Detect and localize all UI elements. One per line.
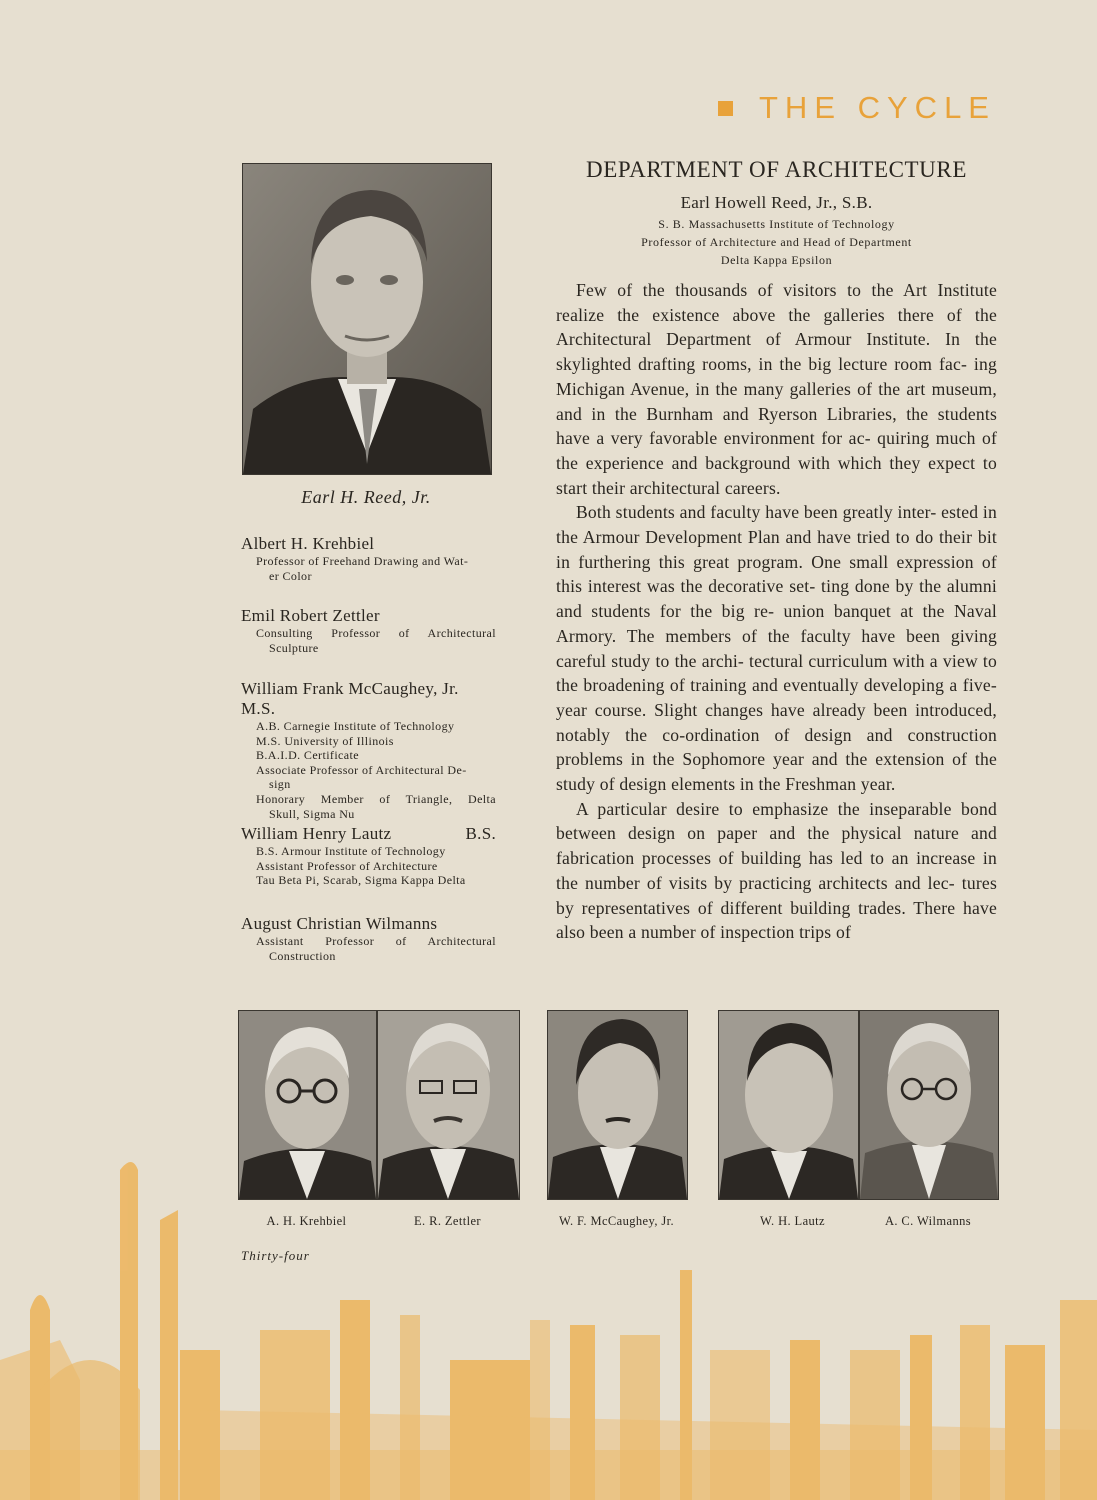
article-body (556, 278, 997, 945)
department-head-name: Earl Howell Reed, Jr., S.B. (680, 193, 873, 212)
faculty-entry-mccaughey (241, 679, 496, 821)
faculty-entry-krehbiel (241, 534, 496, 583)
faculty-line: sign (269, 777, 291, 792)
faculty-line: B.A.I.D. Certificate (256, 748, 359, 763)
faculty-degree: B.S. (465, 824, 496, 843)
faculty-line: Honorary Member of Triangle, Delta (256, 791, 496, 806)
portrait-caption: E. R. Zettler (414, 1214, 481, 1228)
running-header (718, 88, 1008, 128)
faculty-line: B.S. Armour Institute of Technology (256, 844, 446, 858)
portrait-earl-reed (242, 163, 492, 475)
faculty-line: Assistant Professor of Architecture (256, 858, 438, 873)
faculty-line: Skull, Sigma Nu (269, 806, 355, 821)
paragraph: Both students and faculty have been greatly inter- ested in the Armour Development Plan and have tried to do their bit in furthering this great program. One small expression of this interest was the decorative set- ting done by the alumni and students for the big re- union banquet at the Naval Armory. The members of the faculty have been giving careful study to the archi- tectural curriculum with a view to the broadening of training and eventually developing a five-year course. Slight changes have already been introduced, notably the co-ordination of design and construction problems in the Sophomore year and the extension of the study of design elements in the Freshman year. (556, 502, 997, 795)
portrait-caption: A. H. Krehbiel (266, 1214, 347, 1228)
faculty-line: Sculpture (269, 640, 319, 655)
department-head-degree: S. B. Massachusetts Institute of Technology (658, 217, 895, 231)
header-title: THE CYCLE (759, 90, 996, 125)
portrait-caption: A. C. Wilmanns (884, 1214, 972, 1228)
faculty-line: Associate Professor of Architectural De- (256, 762, 467, 777)
faculty-line: Tau Beta Pi, Scarab, Sigma Kappa Delta (256, 873, 466, 888)
paragraph: Few of the thousands of visitors to the Art Institute realize the existence above the galleries there of the Architectural Department of Armour Institute. In the skylighted drafting rooms, in the big lecture room fac- ing Michigan Avenue, in the many galleries of the art museum, and in the Burnham and Ryerson Libraries, the students have a very favorable environment for ac- quiring much of the experience and background with which they expect to start their architectural careers. (556, 280, 997, 498)
skyline-illustration (0, 1150, 1097, 1500)
faculty-line: Consulting Professor of Architectural (256, 626, 496, 640)
faculty-line: er Color (269, 568, 312, 583)
main-portrait-caption: Earl H. Reed, Jr. (301, 487, 431, 507)
department-head-title: Professor of Architecture and Head of Department (641, 235, 912, 249)
faculty-name: Emil Robert Zettler (241, 606, 380, 625)
faculty-name: William Henry Lautz (241, 824, 392, 843)
faculty-name: William Frank McCaughey, Jr. M.S. (241, 679, 459, 718)
faculty-line: Professor of Freehand Drawing and Wat- (256, 554, 469, 568)
faculty-line: Construction (269, 948, 336, 963)
faculty-name: August Christian Wilmanns (241, 914, 438, 933)
faculty-name: Albert H. Krehbiel (241, 534, 375, 553)
faculty-entry-zettler (241, 606, 496, 655)
paragraph: A particular desire to emphasize the inseparable bond between design on paper and the physical nature and fabrication processes of building has led to an increase in the number of visits by practicing architects and lec- tures by representatives of different building trades. There have also been a number of inspection trips of (556, 798, 997, 943)
portrait-caption: W. H. Lautz (759, 1214, 826, 1228)
department-title: DEPARTMENT OF ARCHITECTURE (586, 157, 967, 182)
faculty-entry-lautz (241, 824, 496, 888)
faculty-line: M.S. University of Illinois (256, 733, 394, 748)
page-number: Thirty-four (241, 1248, 310, 1263)
header-square-ornament (718, 101, 733, 116)
faculty-entry-wilmanns (241, 914, 496, 963)
department-head-fraternity: Delta Kappa Epsilon (720, 253, 833, 267)
faculty-line: A.B. Carnegie Institute of Technology (256, 719, 455, 733)
faculty-line: Assistant Professor of Architectural (256, 934, 496, 948)
portrait-caption: W. F. McCaughey, Jr. (558, 1214, 675, 1228)
